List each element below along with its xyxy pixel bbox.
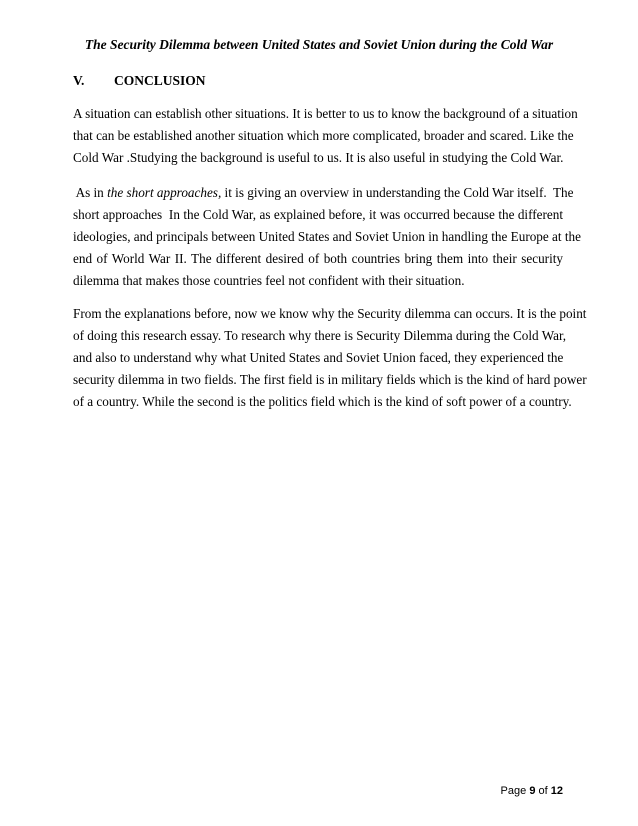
- section-heading: [73, 72, 206, 90]
- text-run: As in: [73, 185, 108, 200]
- current-page-number: 9: [529, 785, 536, 797]
- page-of-label: of: [538, 785, 548, 797]
- paragraph-line: end of World War II. The different desired of both countries bring them into their security: [73, 251, 563, 266]
- paragraph-line: of doing this research essay. To research why there is Security Dilemma during the Cold War,: [73, 328, 567, 343]
- paragraph-line: short approaches In the Cold War, as explained before, it was occurred because the different: [73, 207, 563, 222]
- paragraph-2: [73, 182, 581, 292]
- paragraph-line: of a country. While the second is the politics field which is the kind of soft power of a country.: [73, 394, 572, 409]
- paragraph-line: A situation can establish other situations. It is better to us to know the background of a situation: [73, 106, 578, 121]
- emphasis-text: the short approaches,: [107, 185, 222, 200]
- paragraph-1: [73, 103, 578, 169]
- section-number: V.: [73, 73, 85, 88]
- text-run: it is giving an overview in understanding the Cold War itself. The: [221, 185, 574, 200]
- paragraph-line: From the explanations before, now we know why the Security dilemma can occurs. It is the point: [73, 306, 587, 321]
- section-title: CONCLUSION: [114, 73, 206, 88]
- paragraph-line: and also to understand why what United States and Soviet Union faced, they experienced the: [73, 350, 564, 365]
- page-header-title: The Security Dilemma between United States and Soviet Union during the Cold War: [84, 37, 554, 52]
- paragraph-line: security dilemma in two fields. The first field is in military fields which is the kind of hard power: [73, 372, 587, 387]
- paragraph-line: [73, 182, 574, 204]
- page-label: Page: [500, 785, 527, 797]
- page-footer: [501, 784, 563, 798]
- paragraph-line: dilemma that makes those countries feel not confident with their situation.: [73, 273, 465, 288]
- paragraph-3: [73, 303, 587, 413]
- paragraph-line: Cold War .Studying the background is useful to us. It is also useful in studying the Cold War.: [73, 150, 564, 165]
- total-pages-number: 12: [550, 785, 563, 797]
- paragraph-line: that can be established another situation which more complicated, broader and scared. Like the: [73, 128, 574, 143]
- paragraph-line: ideologies, and principals between United States and Soviet Union in handling the Europe at the: [73, 229, 581, 244]
